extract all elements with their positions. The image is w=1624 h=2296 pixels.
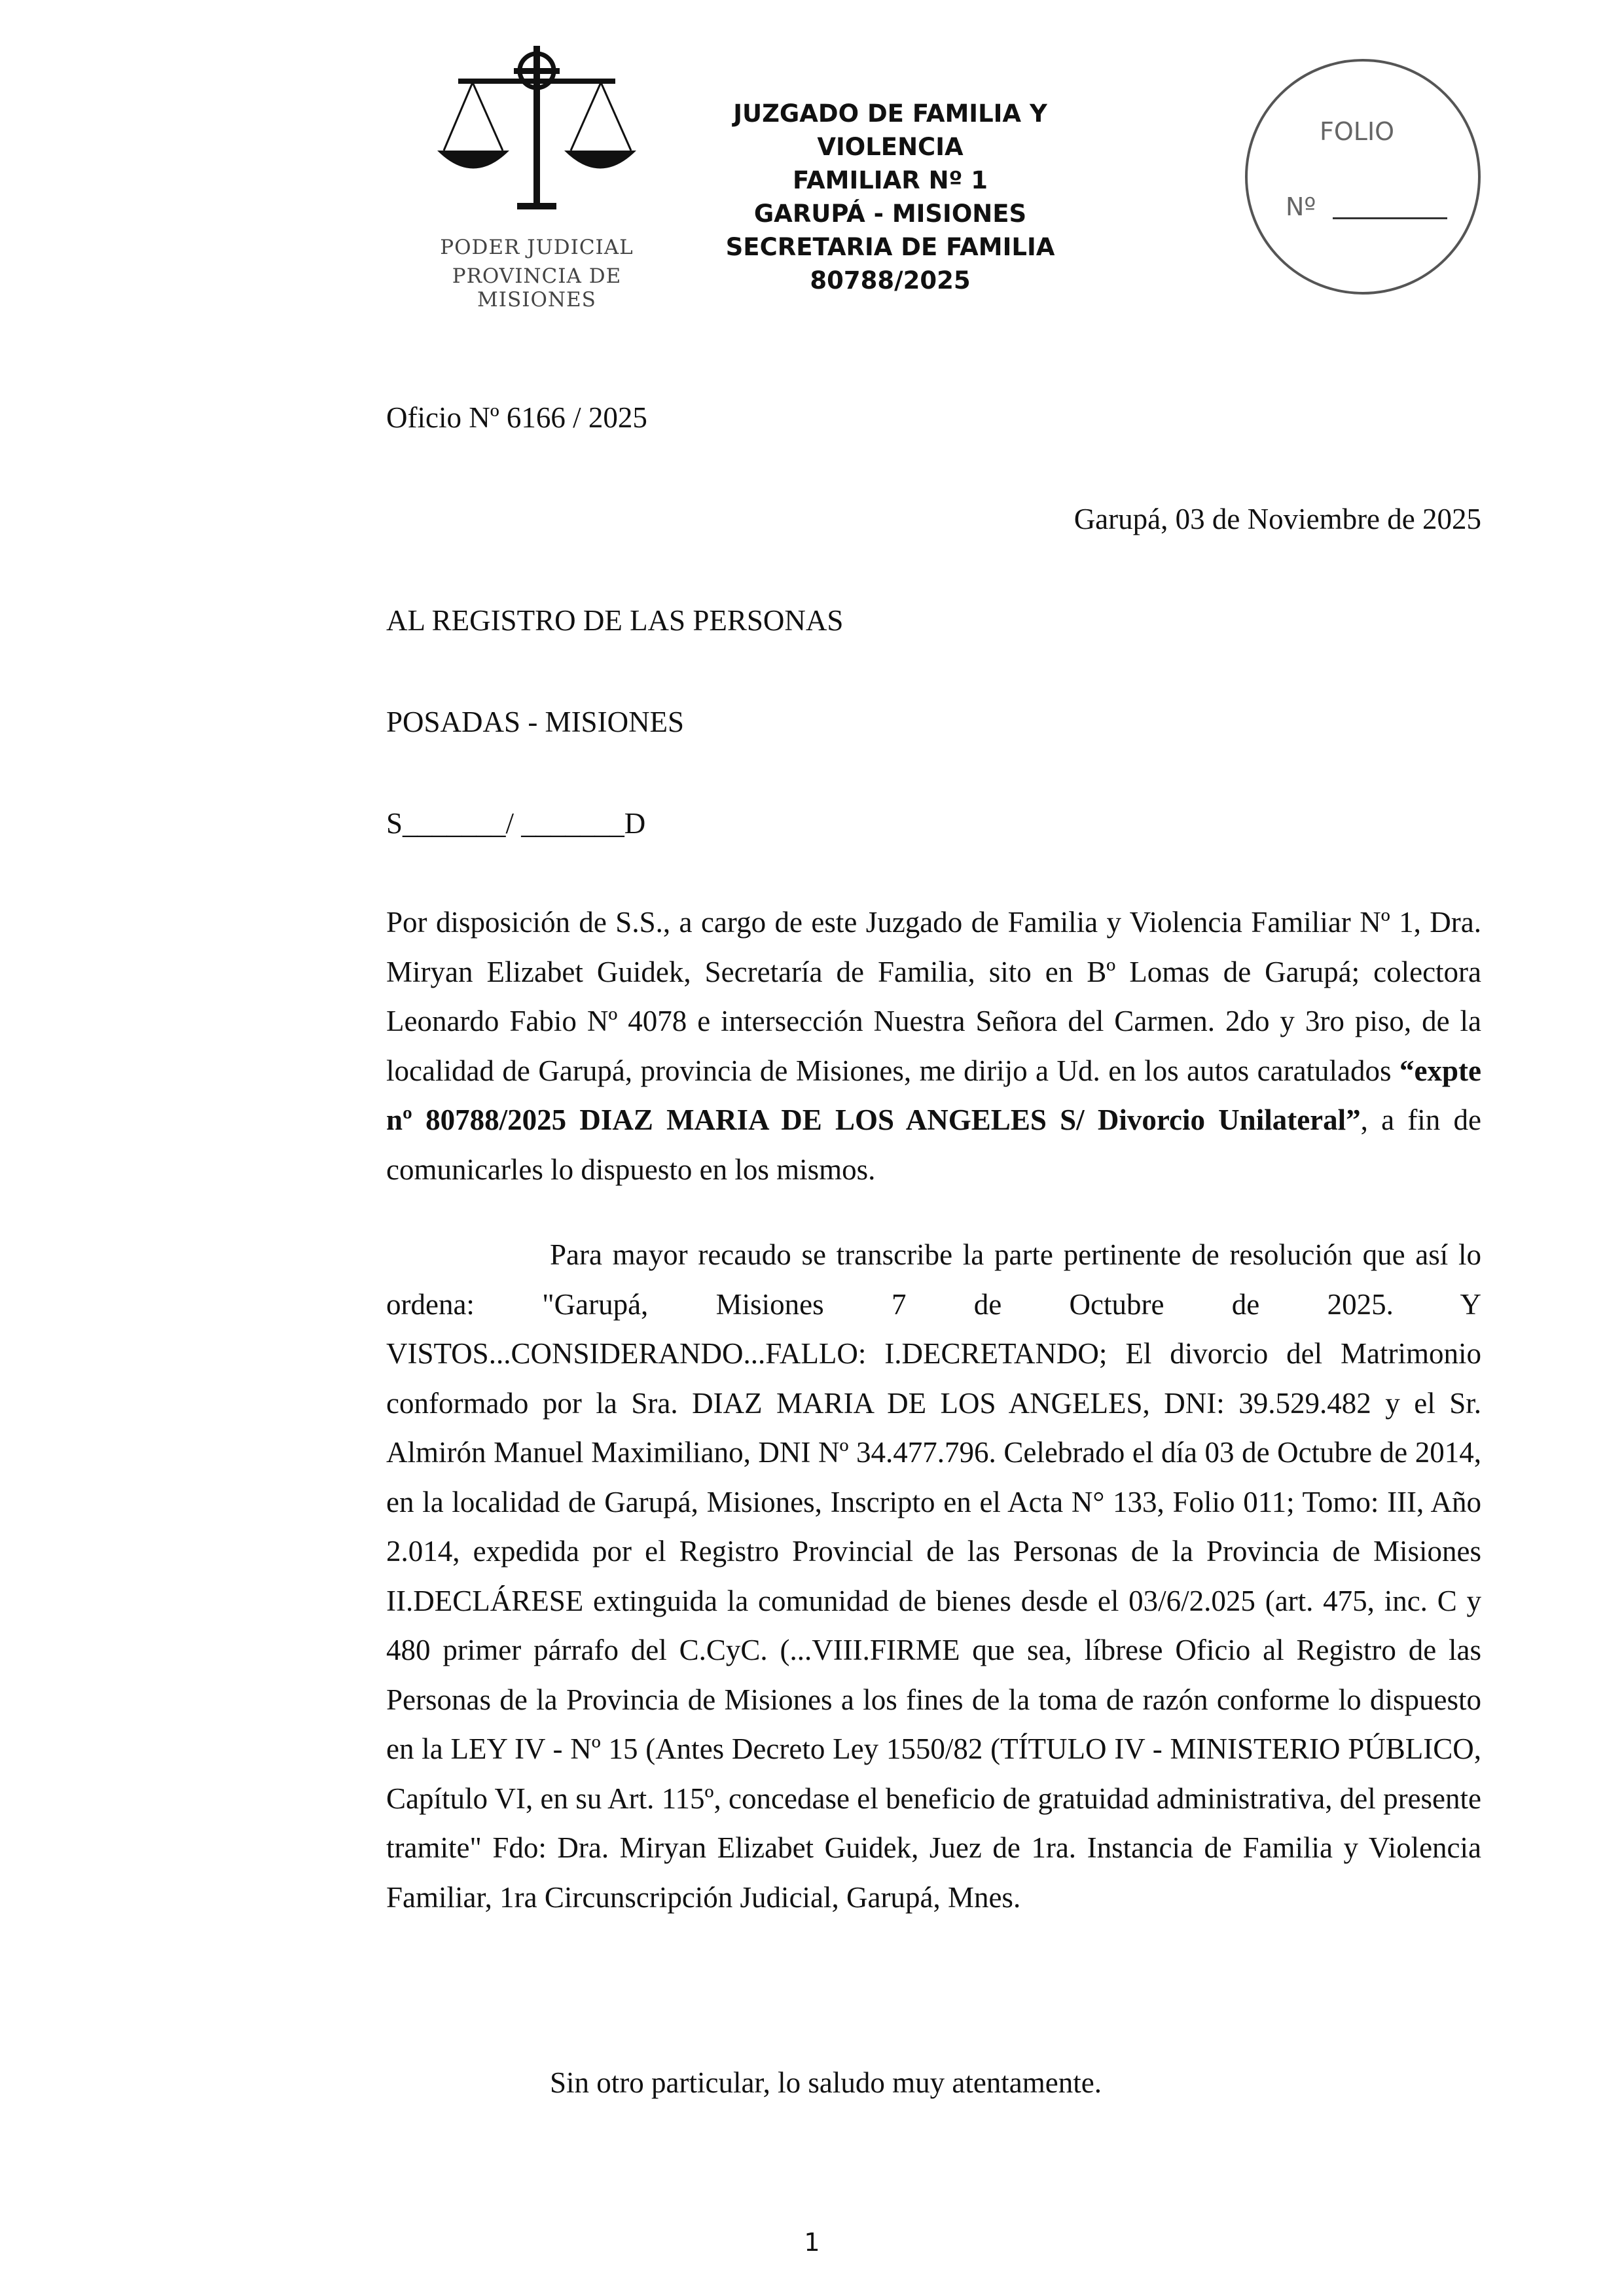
court-line: SECRETARIA DE FAMILIA [725,233,1055,261]
court-line: FAMILIAR Nº 1 [792,166,988,194]
folio-blank-line [1333,217,1447,219]
case-number: 80788/2025 [810,266,971,295]
closing-line: Sin otro particular, lo saludo muy atentamente. [550,2066,1102,2099]
logo-text-line2: PROVINCIA DE MISIONES [452,264,622,312]
intro-text-end: , a fin de comunicarles lo dispuesto en los mismos. [386,1103,1482,1186]
recipient-line1: AL REGISTRO DE LAS PERSONAS [386,604,844,637]
poder-judicial-logo [399,39,674,312]
folio-number-label: Nº [1286,192,1316,221]
date-line: Garupá, 03 de Noviembre de 2025 [1074,503,1481,535]
folio-stamp [1245,59,1481,295]
court-line: JUZGADO DE FAMILIA Y VIOLENCIA [733,99,1047,161]
page-number: 1 [804,2228,820,2257]
recipient-line2: POSADAS - MISIONES [386,706,685,738]
court-line: GARUPÁ - MISIONES [753,200,1027,228]
court-header [687,97,1093,297]
intro-text: Por disposición de S.S., a cargo de este Juzgado de Familia y Violencia Familiar Nº 1, Dra. Miryan Elizabet Guidek, Secretaría de Familia, sito en Bº Lomas de Garupá; colectora Leonardo Fabio Nº 4078 e intersección Nuestra Señora del Carmen. 2do y 3ro piso, de la localidad de Garupá, provincia de Misiones, me dirijo a Ud. en los autos caratulados [386,906,1481,1087]
resolution-text: Para mayor recaudo se transcribe la parte pertinente de resolución que así lo ordena: "Garupá, Misiones 7 de Octubre de 2025. Y VISTOS...CONSIDERANDO...FALLO: I.DECRETANDO; El divorcio del Matrimonio conformado por la Sra. DIAZ MARIA DE LOS ANGELES, DNI: 39.529.482 y el Sr. Almirón Manuel Maximiliano, DNI Nº 34.477.796. Celebrado el día 03 de Octubre de 2014, en la localidad de Garupá, Misiones, Inscripto en el Acta N° 133, Folio 011; Tomo: III, Año 2.014, expedida por el Registro Provincial de las Personas de la Provincia de Misiones II.DECLÁRESE extinguida la comunidad de bienes desde el 03/6/2.025 (art. 475, inc. C y 480 primer párrafo del C.CyC. (...VIII.FIRME que sea, líbrese Oficio al Registro de las Personas de la Provincia de Misiones a los fines de la toma de razón conforme lo dispuesto en la LEY IV - Nº 15 (Antes Decreto Ley 1550/82 (TÍTULO IV - MINISTERIO PÚBLICO, Capítulo VI, en su Art. 115º, concedase el beneficio de gratuidad administrativa, del presente tramite" Fdo: Dra. Miryan Elizabet Guidek, Juez de 1ra. Instancia de Familia y Violencia Familiar, 1ra Circunscripción Judicial, Garupá, Mnes. [386,1238,1481,1914]
scales-of-justice-icon [432,39,641,242]
paragraph-resolution [386,1230,1481,1922]
salutation-sd: S_______/ _______D [386,807,646,840]
folio-label: FOLIO [1320,117,1395,146]
paragraph-intro [386,898,1481,1194]
logo-text-line1: PODER JUDICIAL [440,236,634,259]
case-caption: “expte nº 80788/2025 DIAZ MARIA DE LOS ANGELES S/ Divorcio Unilateral” [386,1054,1481,1136]
oficio-number: Oficio Nº 6166 / 2025 [386,401,647,434]
